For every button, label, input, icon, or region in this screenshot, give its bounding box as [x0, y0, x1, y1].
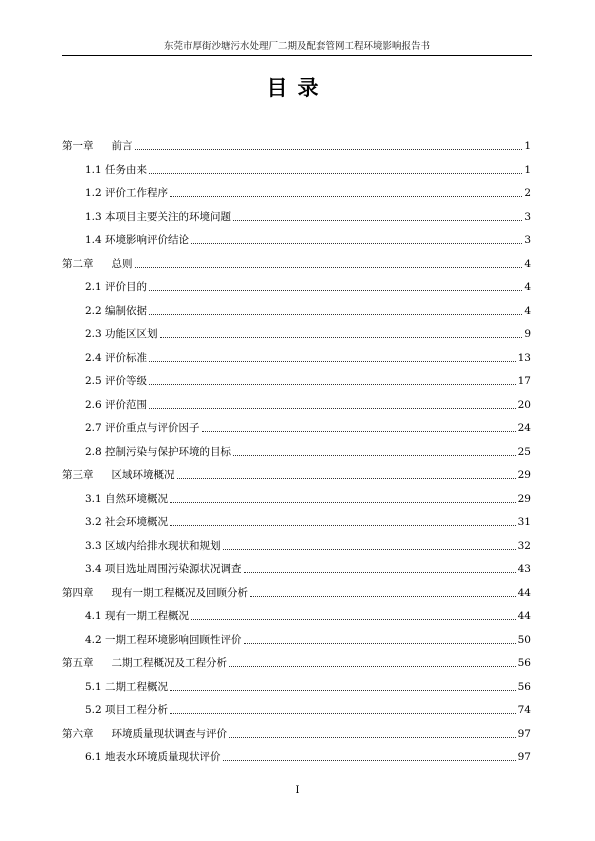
toc-entry-title: 4.2 一期工程环境影响回顾性评价: [85, 633, 242, 646]
toc-page-number: 25: [517, 445, 531, 458]
toc-chapter-entry[interactable]: [62, 466, 531, 482]
toc-section-entry[interactable]: [85, 184, 531, 200]
toc-page-number: 13: [517, 351, 531, 364]
toc-page-number: 56: [517, 657, 531, 669]
toc-dot-leader: [229, 737, 516, 738]
toc-page-number: 31: [517, 516, 531, 528]
toc-entry-title: 2.2 编制依据: [85, 304, 148, 317]
toc-dot-leader: [170, 525, 516, 526]
toc-section-entry[interactable]: [85, 278, 531, 294]
toc-entry-title: 2.3 功能区区划: [85, 328, 158, 340]
toc-entry-title: 环境质量现状调查与评价: [111, 727, 227, 740]
toc-dot-leader: [244, 643, 516, 644]
toc-chapter-number: 第三章: [62, 469, 94, 481]
toc-page-number: 9: [524, 328, 531, 340]
toc-section-entry[interactable]: [85, 443, 531, 459]
toc-section-entry[interactable]: [85, 372, 531, 388]
toc-entry-title: 现有一期工程概况及回顾分析: [111, 586, 248, 599]
toc-entry-title: 2.6 评价范围: [85, 398, 148, 411]
toc-page-number: 32: [517, 539, 531, 552]
toc-chapter-number: 第五章: [62, 657, 94, 669]
toc-section-entry[interactable]: [85, 325, 531, 341]
toc-entry-title: 3.2 社会环境概况: [85, 516, 169, 528]
toc-page-number: 50: [517, 633, 531, 646]
toc-section-entry[interactable]: [85, 490, 531, 506]
toc-page-number: 4: [524, 304, 531, 317]
toc-dot-leader: [170, 690, 516, 691]
toc-dot-leader: [223, 549, 516, 550]
toc-dot-leader: [191, 619, 516, 620]
running-header: 东莞市厚街沙塘污水处理厂二期及配套管网工程环境影响报告书: [163, 41, 430, 52]
toc-section-entry[interactable]: [85, 701, 531, 717]
toc-section-entry[interactable]: [85, 161, 531, 177]
toc-page-number: 97: [517, 727, 531, 740]
toc-entry-title: 5.1 二期工程概况: [85, 680, 169, 693]
toc-chapter-entry[interactable]: [62, 584, 531, 600]
toc-entry-title: 3.4 项目选址周围污染源状况调查: [85, 563, 242, 575]
toc-dot-leader: [233, 220, 522, 221]
toc-chapter-number: 第一章: [62, 140, 94, 152]
toc-dot-leader: [149, 173, 522, 174]
toc-section-entry[interactable]: [85, 748, 531, 764]
toc-entry-title: 3.1 自然环境概况: [85, 492, 169, 505]
toc-dot-leader: [233, 455, 516, 456]
toc-dot-leader: [149, 314, 522, 315]
toc-dot-leader: [170, 713, 516, 714]
toc-section-entry[interactable]: [85, 349, 531, 365]
toc-page-number: 44: [517, 610, 531, 622]
toc-chapter-entry[interactable]: [62, 255, 531, 271]
toc-page-number: 3: [524, 234, 531, 246]
toc-entry-title: 2.4 评价标准: [85, 351, 148, 364]
toc-dot-leader: [250, 596, 516, 597]
toc-chapter-entry[interactable]: [62, 137, 531, 153]
toc-dot-leader: [177, 478, 516, 479]
toc-page-number: 29: [517, 469, 531, 481]
toc-dot-leader: [244, 572, 516, 573]
toc-page-number: 4: [524, 281, 531, 293]
toc-page-number: 1: [524, 140, 531, 152]
toc-dot-leader: [191, 243, 522, 244]
toc-section-entry[interactable]: [85, 537, 531, 553]
toc-entry-title: 二期工程概况及工程分析: [111, 657, 227, 669]
toc-dot-leader: [223, 760, 516, 761]
toc-entry-title: 总则: [111, 257, 133, 270]
toc-entry-title: 1.1 任务由来: [85, 163, 148, 176]
toc-page-number: 29: [517, 492, 531, 505]
toc-dot-leader: [135, 149, 523, 150]
toc-entry-title: 1.4 环境影响评价结论: [85, 234, 190, 246]
toc-section-entry[interactable]: [85, 419, 531, 435]
toc-section-entry[interactable]: [85, 631, 531, 647]
toc-section-entry[interactable]: [85, 302, 531, 318]
toc-chapter-number: 第四章: [62, 586, 94, 599]
toc-entry-title: 1.3 本项目主要关注的环境问题: [85, 210, 232, 223]
toc-chapter-number: 第二章: [62, 257, 94, 270]
toc-dot-leader: [229, 666, 516, 667]
toc-dot-leader: [170, 502, 516, 503]
toc-entry-title: 6.1 地表水环境质量现状评价: [85, 751, 221, 763]
toc-entry-title: 前言: [111, 140, 133, 152]
toc-page-number: 74: [517, 704, 531, 716]
toc-dot-leader: [149, 384, 516, 385]
toc-page-number: 3: [524, 210, 531, 223]
toc-dot-leader: [149, 290, 522, 291]
toc-entry-title: 1.2 评价工作程序: [85, 187, 169, 199]
toc-page-number: 56: [517, 680, 531, 693]
toc-page-number: 2: [524, 187, 531, 199]
toc-page-number: 44: [517, 586, 531, 599]
toc-page-number: 17: [517, 375, 531, 387]
toc-entry-title: 2.1 评价目的: [85, 281, 148, 293]
toc-page-number: 4: [524, 257, 531, 270]
toc-entry-title: 2.8 控制污染与保护环境的目标: [85, 445, 232, 458]
toc-page-number: 24: [517, 422, 531, 434]
toc-dot-leader: [149, 408, 516, 409]
toc-entry-title: 3.3 区域内给排水现状和规划: [85, 539, 221, 552]
toc-entry-title: 2.5 评价等级: [85, 375, 148, 387]
toc-page-number: 1: [524, 163, 531, 176]
header-rule: [62, 55, 532, 56]
toc-section-entry[interactable]: [85, 678, 531, 694]
toc-entry-title: 4.1 现有一期工程概况: [85, 610, 190, 622]
toc-chapter-entry[interactable]: [62, 725, 531, 741]
toc-dot-leader: [202, 431, 516, 432]
toc-section-entry[interactable]: [85, 396, 531, 412]
toc-page-number: 97: [517, 751, 531, 763]
toc-entry-title: 5.2 项目工程分析: [85, 704, 169, 716]
toc-section-entry[interactable]: [85, 560, 531, 576]
toc-dot-leader: [135, 267, 523, 268]
toc-dot-leader: [160, 337, 523, 338]
toc-entry-title: 区域环境概况: [111, 469, 175, 481]
toc-section-entry[interactable]: [85, 208, 531, 224]
page-number: I: [295, 785, 300, 796]
toc-entry-title: 2.7 评价重点与评价因子: [85, 422, 200, 434]
toc-chapter-number: 第六章: [62, 727, 94, 740]
page-title: 目录: [266, 76, 329, 100]
toc-dot-leader: [170, 196, 522, 197]
toc-section-entry[interactable]: [85, 513, 531, 529]
toc-section-entry[interactable]: [85, 231, 531, 247]
toc-page-number: 43: [517, 563, 531, 575]
toc-dot-leader: [149, 361, 516, 362]
toc-section-entry[interactable]: [85, 607, 531, 623]
toc-page-number: 20: [517, 398, 531, 411]
toc-chapter-entry[interactable]: [62, 654, 531, 670]
